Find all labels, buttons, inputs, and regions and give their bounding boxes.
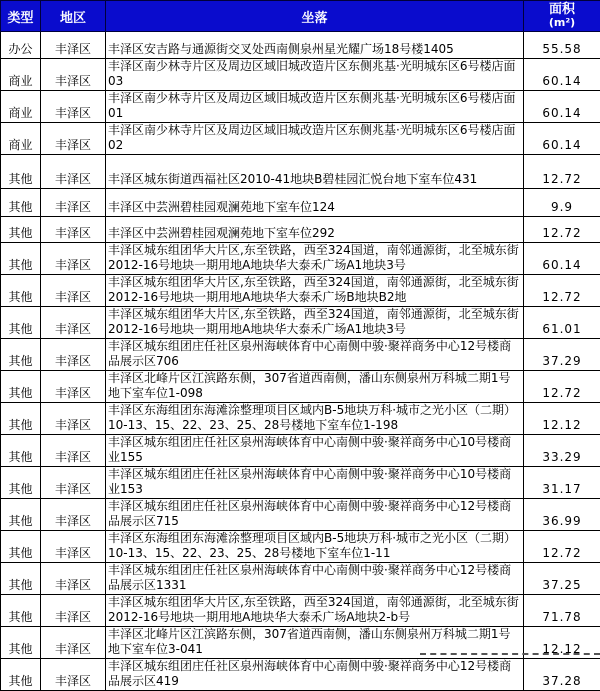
cell-area[interactable]: 60.14 [524,243,600,275]
cell-area[interactable]: 12.72 [524,531,600,563]
table-row [1,467,600,499]
cell-address[interactable]: 丰泽区城东组团华大片区,东至铁路，西至324国道，南邻通源街，北至城东街2012-16号地块一期用地A地块华大泰禾广场B地块B2地 [106,275,524,307]
cell-area[interactable]: 12.72 [524,217,600,243]
cell-address[interactable]: 丰泽区北峰片区江滨路东侧，307省道西南侧，潘山东侧泉州万科城二期1号地下室车位1-098 [106,371,524,403]
cell-type[interactable]: 其他 [1,467,41,499]
table-row [1,659,600,691]
table-row [1,563,600,595]
table-row [1,32,600,59]
cell-area[interactable]: 60.14 [524,123,600,155]
cell-address[interactable]: 丰泽区城东组团庄任社区泉州海峡体育中心南侧中骏·聚祥商务中心12号楼商品展示区715 [106,499,524,531]
cell-district[interactable]: 丰泽区 [41,467,106,499]
col-header-area[interactable] [524,1,600,32]
cell-address[interactable]: 丰泽区南少林寺片区及周边区域旧城改造片区东侧兆基·光明城东区6号楼店面03 [106,59,524,91]
table-row [1,155,600,189]
cell-type[interactable]: 商业 [1,91,41,123]
table-row [1,371,600,403]
cell-type[interactable]: 其他 [1,627,41,659]
cell-address[interactable]: 丰泽区南少林寺片区及周边区域旧城改造片区东侧兆基·光明城东区6号楼店面02 [106,123,524,155]
cell-district[interactable]: 丰泽区 [41,189,106,217]
cell-district[interactable]: 丰泽区 [41,275,106,307]
col-header-area-unit: (m²) [524,17,600,29]
cell-type[interactable]: 其他 [1,371,41,403]
table-row [1,307,600,339]
cell-area[interactable]: 9.9 [524,189,600,217]
cell-address[interactable]: 丰泽区北峰片区江滨路东侧，307省道西南侧，潘山东侧泉州万科城二期1号地下室车位3-041 [106,627,524,659]
cell-address[interactable]: 丰泽区城东组团华大片区,东至铁路，西至324国道，南邻通源街，北至城东街2012-16号地块一期用地A地块华大泰禾广场A1地块3号 [106,307,524,339]
table-row [1,531,600,563]
cell-address[interactable]: 丰泽区城东街道西福社区2010-41地块B碧桂园汇悦台地下室车位431 [106,155,524,189]
table-row [1,275,600,307]
cell-address[interactable]: 丰泽区东海组团东海滩涂整理项目区域内B-5地块万科·城市之光小区（二期）10-13、15、22、23、25、28号楼地下室车位1-11 [106,531,524,563]
table-row [1,59,600,91]
cell-type[interactable]: 其他 [1,595,41,627]
cell-district[interactable]: 丰泽区 [41,243,106,275]
cell-type[interactable]: 其他 [1,499,41,531]
cell-type[interactable]: 其他 [1,435,41,467]
col-header-type[interactable]: 类型 [1,1,41,32]
cell-area[interactable]: 31.17 [524,467,600,499]
cell-area[interactable]: 37.29 [524,339,600,371]
col-header-address[interactable]: 坐落 [106,1,524,32]
cell-type[interactable]: 其他 [1,217,41,243]
cell-type[interactable]: 其他 [1,189,41,217]
cell-type[interactable]: 其他 [1,563,41,595]
cell-district[interactable]: 丰泽区 [41,403,106,435]
cell-address[interactable]: 丰泽区中芸洲碧桂园观澜苑地下室车位124 [106,189,524,217]
table-row [1,243,600,275]
cell-area[interactable]: 12.12 [524,627,600,659]
cell-district[interactable]: 丰泽区 [41,59,106,91]
cell-area[interactable]: 37.25 [524,563,600,595]
cell-type[interactable]: 商业 [1,59,41,91]
cell-address[interactable]: 丰泽区城东组团庄任社区泉州海峡体育中心南侧中骏·聚祥商务中心10号楼商业155 [106,435,524,467]
cell-type[interactable]: 其他 [1,531,41,563]
cell-type[interactable]: 其他 [1,307,41,339]
cell-address[interactable]: 丰泽区南少林寺片区及周边区域旧城改造片区东侧兆基·光明城东区6号楼店面01 [106,91,524,123]
cell-address[interactable]: 丰泽区城东组团庄任社区泉州海峡体育中心南侧中骏·聚祥商务中心12号楼商品展示区1331 [106,563,524,595]
cell-district[interactable]: 丰泽区 [41,123,106,155]
cell-area[interactable]: 12.72 [524,155,600,189]
cell-district[interactable]: 丰泽区 [41,531,106,563]
cell-address[interactable]: 丰泽区城东组团华大片区,东至铁路，西至324国道，南邻通源街，北至城东街2012-16号地块一期用地A地块华大泰禾广场A地块2-b号 [106,595,524,627]
cell-address[interactable]: 丰泽区城东组团庄任社区泉州海峡体育中心南侧中骏·聚祥商务中心12号楼商品展示区706 [106,339,524,371]
cell-district[interactable]: 丰泽区 [41,627,106,659]
cell-type[interactable]: 其他 [1,155,41,189]
table-row [1,627,600,659]
cell-type[interactable]: 其他 [1,243,41,275]
cell-address[interactable]: 丰泽区中芸洲碧桂园观澜苑地下室车位292 [106,217,524,243]
col-header-district[interactable]: 地区 [41,1,106,32]
table-row [1,595,600,627]
cell-district[interactable]: 丰泽区 [41,32,106,59]
table-row [1,189,600,217]
cell-area[interactable]: 61.01 [524,307,600,339]
table-row [1,91,600,123]
cell-district[interactable]: 丰泽区 [41,563,106,595]
cell-area[interactable]: 12.12 [524,403,600,435]
cell-type[interactable]: 其他 [1,403,41,435]
table-row [1,339,600,371]
cell-area[interactable]: 12.72 [524,371,600,403]
cell-district[interactable]: 丰泽区 [41,499,106,531]
cell-type[interactable]: 办公 [1,32,41,59]
cell-area[interactable]: 12.72 [524,275,600,307]
table-row [1,499,600,531]
cell-district[interactable]: 丰泽区 [41,155,106,189]
cell-address[interactable]: 丰泽区东海组团东海滩涂整理项目区域内B-5地块万科·城市之光小区（二期）10-13、15、22、23、25、28号楼地下室车位1-198 [106,403,524,435]
cell-type[interactable]: 其他 [1,275,41,307]
header-row [1,1,600,32]
cell-district[interactable]: 丰泽区 [41,371,106,403]
cell-area[interactable]: 71.78 [524,595,600,627]
table-row [1,435,600,467]
cell-area[interactable]: 36.99 [524,499,600,531]
cell-type[interactable]: 其他 [1,659,41,691]
cell-district[interactable]: 丰泽区 [41,339,106,371]
table-body [1,32,600,691]
cell-type[interactable]: 商业 [1,123,41,155]
cell-district[interactable]: 丰泽区 [41,659,106,691]
cell-district[interactable]: 丰泽区 [41,435,106,467]
cell-area[interactable]: 33.29 [524,435,600,467]
cell-type[interactable]: 其他 [1,339,41,371]
cell-area[interactable]: 37.28 [524,659,600,691]
cell-district[interactable]: 丰泽区 [41,307,106,339]
table-row [1,403,600,435]
cell-address[interactable]: 丰泽区城东组团庄任社区泉州海峡体育中心南侧中骏·聚祥商务中心12号楼商品展示区419 [106,659,524,691]
cell-district[interactable]: 丰泽区 [41,217,106,243]
cell-address[interactable]: 丰泽区城东组团华大片区,东至铁路，西至324国道，南邻通源街，北至城东街2012-16号地块一期用地A地块华大泰禾广场A1地块3号 [106,243,524,275]
cell-address[interactable]: 丰泽区安吉路与通源街交叉处西南侧泉州星光耀广场18号楼1405 [106,32,524,59]
cell-area[interactable]: 60.14 [524,59,600,91]
cell-address[interactable]: 丰泽区城东组团庄任社区泉州海峡体育中心南侧中骏·聚祥商务中心10号楼商业153 [106,467,524,499]
cell-district[interactable]: 丰泽区 [41,91,106,123]
table-row [1,217,600,243]
table-row [1,123,600,155]
cell-area[interactable]: 60.14 [524,91,600,123]
cell-area[interactable]: 55.58 [524,32,600,59]
cell-district[interactable]: 丰泽区 [41,595,106,627]
col-header-area-label: 面积 [549,2,575,17]
